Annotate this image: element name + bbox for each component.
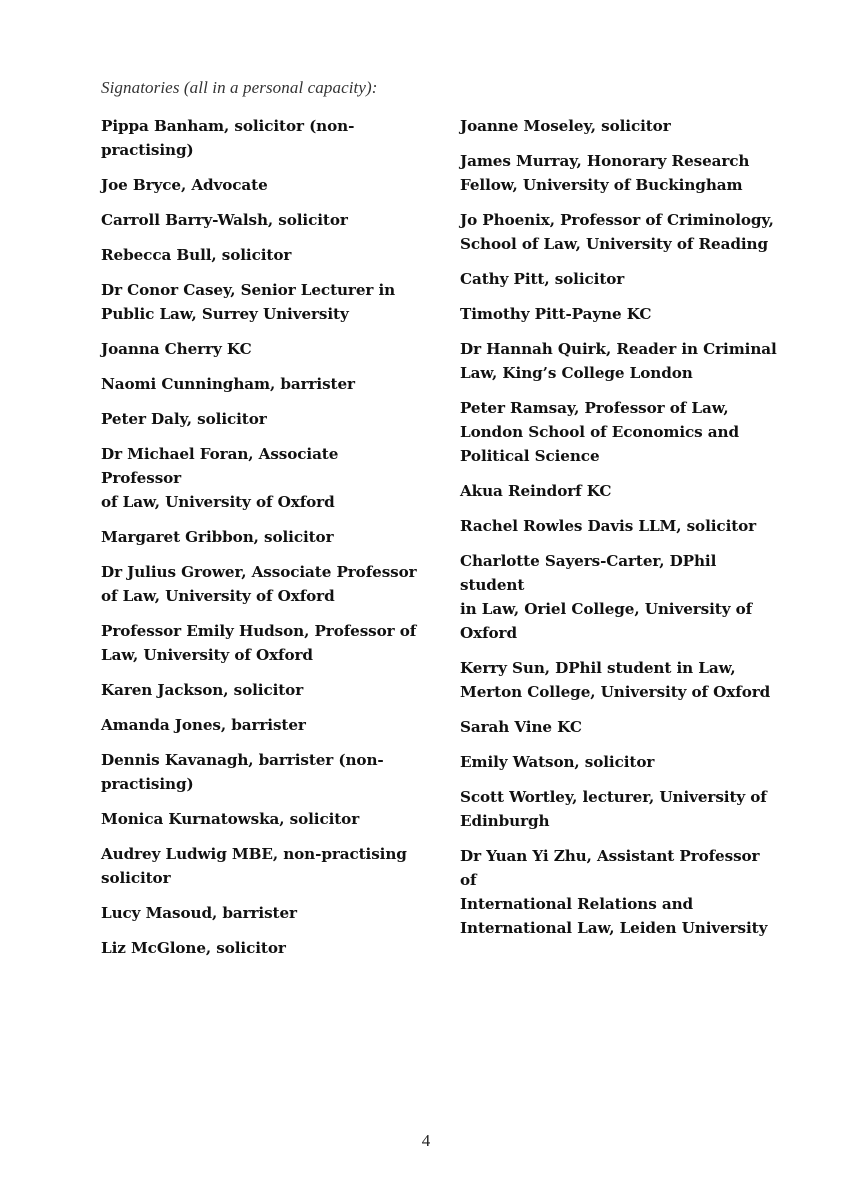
signatory-line: Dr Julius Grower, Associate Professor (101, 563, 417, 581)
signatory-line: Political Science (460, 447, 600, 465)
signatory-entry (460, 149, 780, 197)
signatory-line: Oxford (460, 624, 517, 642)
signatory-entry (101, 407, 419, 431)
signatory-line: Charlotte Sayers-Carter, DPhil student (460, 552, 717, 594)
signatory-line: Dr Hannah Quirk, Reader in Criminal (460, 340, 777, 358)
signatory-entry (460, 750, 780, 774)
signatory-line: Rebecca Bull, solicitor (101, 246, 292, 264)
signatory-line: Joanna Cherry KC (101, 340, 252, 358)
signatory-line: practising) (101, 775, 194, 793)
signatory-line: Peter Daly, solicitor (101, 410, 267, 428)
signatories-left-column (101, 114, 419, 971)
signatory-entry (460, 114, 780, 138)
signatory-line: Merton College, University of Oxford (460, 683, 771, 701)
signatory-line: Edinburgh (460, 812, 550, 830)
signatory-line: Lucy Masoud, barrister (101, 904, 297, 922)
signatory-line: practising) (101, 141, 194, 159)
signatory-line: Liz McGlone, solicitor (101, 939, 286, 957)
page-number: 4 (421, 1131, 431, 1150)
signatory-entry (101, 807, 419, 831)
signatory-entry (101, 243, 419, 267)
signatory-line: Law, King’s College London (460, 364, 693, 382)
signatory-line: Law, University of Oxford (101, 646, 313, 664)
signatory-line: Naomi Cunningham, barrister (101, 375, 355, 393)
signatory-line: Timothy Pitt-Payne KC (460, 305, 652, 323)
signatory-entry (101, 936, 419, 960)
signatory-entry (101, 114, 419, 162)
signatory-line: Scott Wortley, lecturer, University of (460, 788, 767, 806)
signatories-right-column (460, 114, 780, 951)
signatory-line: Audrey Ludwig MBE, non-practising (101, 845, 407, 863)
signatory-entry (101, 372, 419, 396)
signatory-line: Peter Ramsay, Professor of Law, (460, 399, 729, 417)
signatory-entry (101, 842, 419, 890)
signatory-line: Dr Yuan Yi Zhu, Assistant Professor of (460, 847, 760, 889)
signatory-entry (460, 479, 780, 503)
signatory-entry (460, 267, 780, 291)
signatory-entry (101, 560, 419, 608)
signatories-heading: Signatories (all in a personal capacity): (101, 78, 378, 97)
signatory-line: Kerry Sun, DPhil student in Law, (460, 659, 736, 677)
signatory-line: Akua Reindorf KC (460, 482, 612, 500)
signatory-line: Joanne Moseley, solicitor (460, 117, 671, 135)
signatory-line: Karen Jackson, solicitor (101, 681, 304, 699)
signatory-entry (460, 302, 780, 326)
signatory-entry (101, 442, 419, 514)
signatory-entry (101, 748, 419, 796)
signatory-line: Pippa Banham, solicitor (non- (101, 117, 355, 135)
signatory-entry (460, 514, 780, 538)
signatory-line: School of Law, University of Reading (460, 235, 768, 253)
signatory-line: Fellow, University of Buckingham (460, 176, 743, 194)
signatory-entry (101, 173, 419, 197)
signatory-line: Cathy Pitt, solicitor (460, 270, 625, 288)
signatory-line: Jo Phoenix, Professor of Criminology, (460, 211, 774, 229)
signatory-line: Public Law, Surrey University (101, 305, 349, 323)
signatory-line: James Murray, Honorary Research (460, 152, 750, 170)
signatory-line: Emily Watson, solicitor (460, 753, 655, 771)
signatory-line: London School of Economics and (460, 423, 740, 441)
signatory-line: Dennis Kavanagh, barrister (non- (101, 751, 384, 769)
signatory-line: solicitor (101, 869, 171, 887)
signatory-entry (460, 844, 780, 940)
signatory-line: of Law, University of Oxford (101, 493, 335, 511)
signatory-entry (101, 278, 419, 326)
signatory-line: Dr Michael Foran, Associate Professor (101, 445, 339, 487)
signatory-line: Dr Conor Casey, Senior Lecturer in (101, 281, 396, 299)
signatory-entry (101, 713, 419, 737)
signatory-entry (460, 549, 780, 645)
signatory-entry (101, 901, 419, 925)
signatory-entry (101, 337, 419, 361)
signatory-entry (101, 208, 419, 232)
signatory-entry (101, 619, 419, 667)
signatory-line: Joe Bryce, Advocate (101, 176, 268, 194)
signatory-entry (460, 785, 780, 833)
signatory-line: Sarah Vine KC (460, 718, 582, 736)
signatory-entry (101, 678, 419, 702)
signatory-line: Rachel Rowles Davis LLM, solicitor (460, 517, 757, 535)
signatory-line: Carroll Barry-Walsh, solicitor (101, 211, 348, 229)
signatory-line: Professor Emily Hudson, Professor of (101, 622, 417, 640)
signatory-entry (460, 337, 780, 385)
signatory-entry (460, 396, 780, 468)
signatory-line: Amanda Jones, barrister (101, 716, 306, 734)
signatory-line: of Law, University of Oxford (101, 587, 335, 605)
signatory-line: in Law, Oriel College, University of (460, 600, 753, 618)
signatory-line: Margaret Gribbon, solicitor (101, 528, 334, 546)
signatory-entry (460, 715, 780, 739)
signatory-entry (460, 656, 780, 704)
signatory-entry (460, 208, 780, 256)
signatory-entry (101, 525, 419, 549)
signatory-line: International Law, Leiden University (460, 919, 768, 937)
signatory-line: Monica Kurnatowska, solicitor (101, 810, 360, 828)
signatory-line: International Relations and (460, 895, 694, 913)
